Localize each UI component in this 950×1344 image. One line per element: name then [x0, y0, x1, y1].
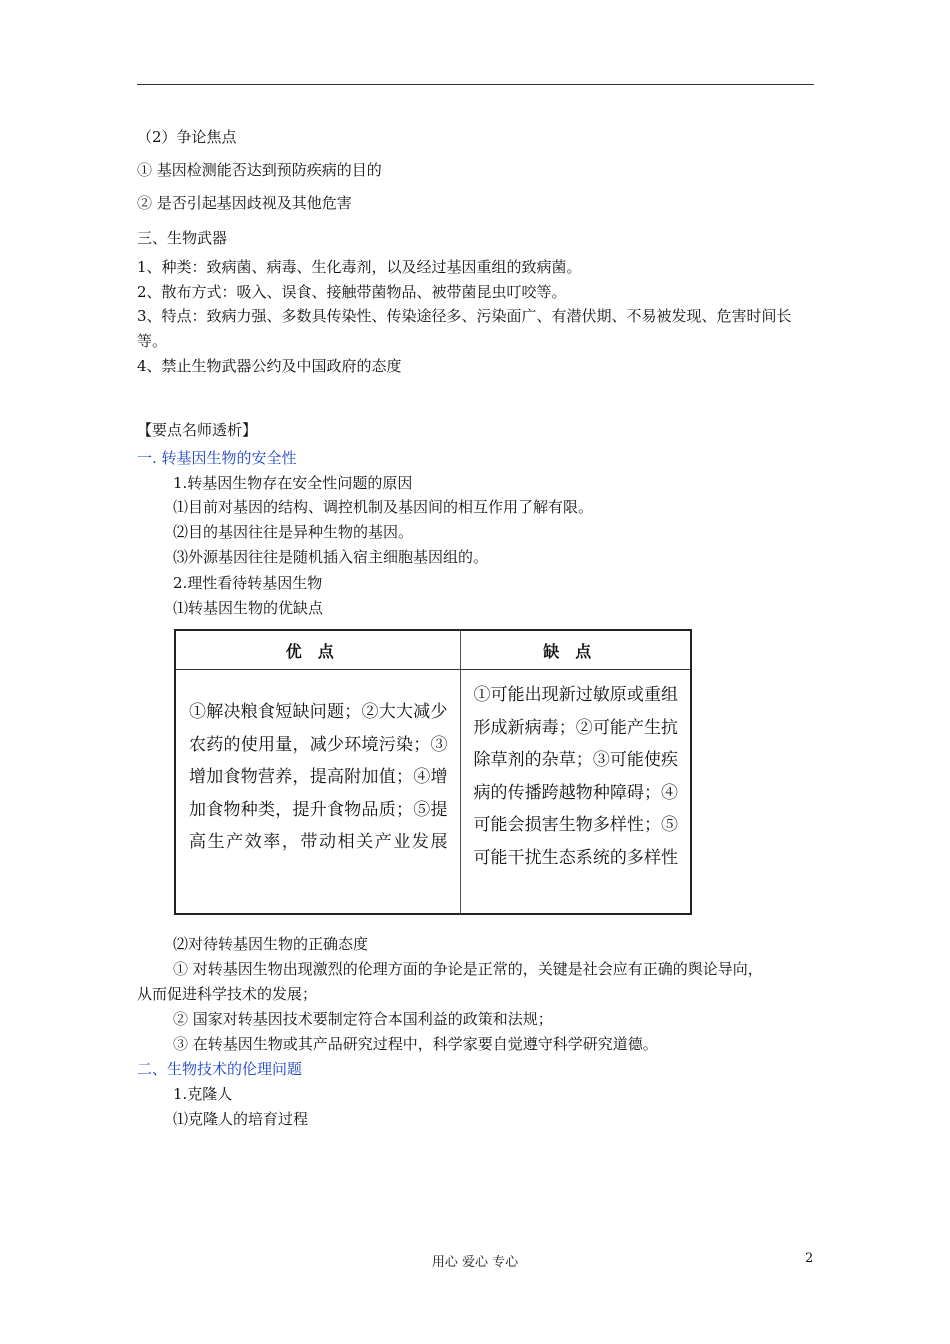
bioweapons-convention: 4、禁止生物武器公约及中国政府的态度: [137, 357, 402, 375]
gm-reason-3: ⑶外源基因往往是随机插入宿主细胞基因组的。: [173, 548, 489, 566]
gm-safety-reasons-title: 1.转基因生物存在安全性问题的原因: [173, 474, 413, 492]
bioweapons-features-cont: 等。: [137, 332, 168, 350]
cloning-process: ⑴克隆人的培育过程: [173, 1110, 309, 1128]
cons-header: 缺点: [460, 630, 691, 670]
pros-text: ①解决粮食短缺问题；②大大减少农药的使用量，减少环境污染；③增加食物营养，提高附加值；④增加食物种类，提升食物品质；⑤提高生产效率，带动相关产业发展: [189, 702, 448, 852]
footer-slogan: 用心 爱心 专心: [431, 1255, 519, 1270]
key-points-title: 【要点名师透析】: [137, 421, 258, 439]
pros-header: 优点: [175, 630, 460, 670]
controversy-point-2: ② 是否引起基因歧视及其他危害: [137, 194, 352, 212]
pros-cell: [175, 670, 460, 915]
controversy-heading: （2）争论焦点: [137, 128, 237, 146]
pros-cons-title: ⑴转基因生物的优缺点: [173, 599, 324, 617]
controversy-point-1: ① 基因检测能否达到预防疾病的目的: [137, 161, 382, 179]
cons-cell: [460, 670, 691, 915]
bioweapons-dispersal: 2、散布方式：吸入、误食、接触带菌物品、被带菌昆虫叮咬等。: [137, 283, 567, 301]
attitude-point-1: ① 对转基因生物出现激烈的伦理方面的争论是正常的，关键是社会应有正确的舆论导向，: [173, 960, 763, 978]
gm-reason-1: ⑴目前对基因的结构、调控机制及基因间的相互作用了解有限。: [173, 498, 594, 516]
section-ethics-heading: 二、生物技术的伦理问题: [137, 1060, 303, 1078]
header-rule: [137, 84, 814, 85]
section-gm-safety-heading: 一. 转基因生物的安全性: [137, 449, 297, 467]
cons-text: ①可能出现新过敏原或重组形成新病毒；②可能产生抗除草剂的杂草；③可能使疾病的传播跨越物种障碍；④可能会损害生物多样性；⑤可能干扰生态系统的多样性: [473, 685, 678, 868]
cloning-title: 1.克隆人: [173, 1085, 233, 1103]
attitude-point-1-cont: 从而促进科学技术的发展；: [137, 985, 318, 1003]
pros-cons-table: [174, 629, 692, 915]
section-bioweapons-heading: 三、生物武器: [137, 229, 228, 247]
correct-attitude-title: ⑵对待转基因生物的正确态度: [173, 935, 369, 953]
bioweapons-types: 1、种类：致病菌、病毒、生化毒剂，以及经过基因重组的致病菌。: [137, 258, 582, 276]
gm-reason-2: ⑵目的基因往往是异种生物的基因。: [173, 523, 414, 541]
attitude-point-2: ② 国家对转基因技术要制定符合本国利益的政策和法规；: [173, 1010, 553, 1028]
attitude-point-3: ③ 在转基因生物或其产品研究过程中，科学家要自觉遵守科学研究道德。: [173, 1035, 658, 1053]
page-number: 2: [805, 1251, 814, 1266]
rational-view-title: 2.理性看待转基因生物: [173, 574, 323, 592]
bioweapons-features: 3、特点：致病力强、多数具传染性、传染途径多、污染面广、有潜伏期、不易被发现、危害时间长: [137, 307, 792, 325]
